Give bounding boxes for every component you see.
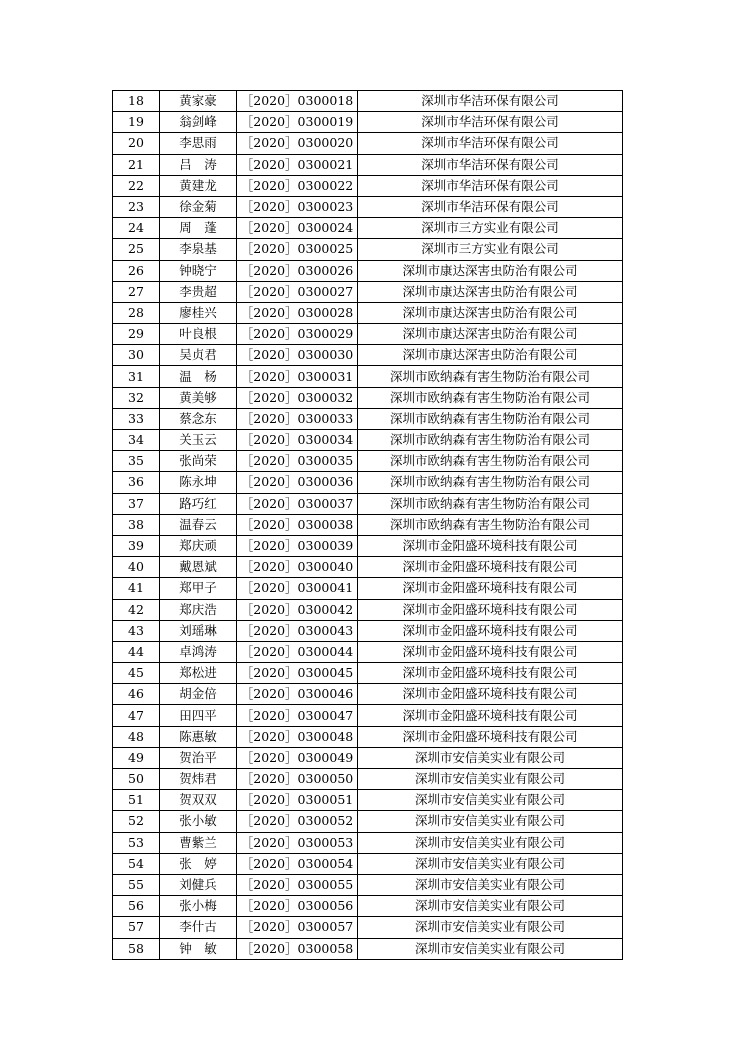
table-row — [113, 408, 623, 429]
company-name: 深圳市金阳盛环境科技有限公司 — [358, 726, 623, 747]
certificate-number: ［2020］0300054 — [237, 853, 358, 874]
table-row — [113, 535, 623, 556]
row-number: 54 — [113, 853, 160, 874]
person-name: 郑庆浩 — [160, 599, 237, 620]
company-name: 深圳市安信美实业有限公司 — [358, 832, 623, 853]
company-name: 深圳市欧纳森有害生物防治有限公司 — [358, 451, 623, 472]
table-row — [113, 302, 623, 323]
row-number: 21 — [113, 154, 160, 175]
company-name: 深圳市金阳盛环境科技有限公司 — [358, 641, 623, 662]
company-name: 深圳市安信美实业有限公司 — [358, 874, 623, 895]
row-number: 56 — [113, 896, 160, 917]
certificate-number: ［2020］0300031 — [237, 366, 358, 387]
person-name: 贺治平 — [160, 747, 237, 768]
company-name: 深圳市华洁环保有限公司 — [358, 175, 623, 196]
certificate-number: ［2020］0300046 — [237, 684, 358, 705]
company-name: 深圳市欧纳森有害生物防治有限公司 — [358, 430, 623, 451]
table-row — [113, 345, 623, 366]
company-name: 深圳市康达深害虫防治有限公司 — [358, 324, 623, 345]
person-name: 黄家豪 — [160, 91, 237, 112]
roster-body — [113, 91, 623, 960]
person-name: 吕 涛 — [160, 154, 237, 175]
row-number: 51 — [113, 790, 160, 811]
row-number: 29 — [113, 324, 160, 345]
certificate-number: ［2020］0300051 — [237, 790, 358, 811]
row-number: 24 — [113, 218, 160, 239]
table-row — [113, 599, 623, 620]
company-name: 深圳市华洁环保有限公司 — [358, 154, 623, 175]
company-name: 深圳市金阳盛环境科技有限公司 — [358, 578, 623, 599]
person-name: 刘健兵 — [160, 874, 237, 895]
table-row — [113, 705, 623, 726]
row-number: 30 — [113, 345, 160, 366]
company-name: 深圳市欧纳森有害生物防治有限公司 — [358, 472, 623, 493]
person-name: 李贵超 — [160, 281, 237, 302]
person-name: 陈永坤 — [160, 472, 237, 493]
company-name: 深圳市安信美实业有限公司 — [358, 896, 623, 917]
company-name: 深圳市金阳盛环境科技有限公司 — [358, 663, 623, 684]
table-row — [113, 154, 623, 175]
company-name: 深圳市金阳盛环境科技有限公司 — [358, 705, 623, 726]
person-name: 张小敏 — [160, 811, 237, 832]
person-name: 黄建龙 — [160, 175, 237, 196]
person-name: 关玉云 — [160, 430, 237, 451]
row-number: 53 — [113, 832, 160, 853]
row-number: 31 — [113, 366, 160, 387]
person-name: 郑松进 — [160, 663, 237, 684]
row-number: 58 — [113, 938, 160, 959]
person-name: 周 蓬 — [160, 218, 237, 239]
certificate-number: ［2020］0300043 — [237, 620, 358, 641]
person-name: 张 婷 — [160, 853, 237, 874]
person-name: 戴恩斌 — [160, 557, 237, 578]
company-name: 深圳市安信美实业有限公司 — [358, 938, 623, 959]
certificate-number: ［2020］0300042 — [237, 599, 358, 620]
certificate-roster-table — [112, 90, 623, 960]
table-row — [113, 557, 623, 578]
row-number: 40 — [113, 557, 160, 578]
row-number: 28 — [113, 302, 160, 323]
certificate-number: ［2020］0300032 — [237, 387, 358, 408]
certificate-number: ［2020］0300030 — [237, 345, 358, 366]
company-name: 深圳市欧纳森有害生物防治有限公司 — [358, 493, 623, 514]
company-name: 深圳市金阳盛环境科技有限公司 — [358, 557, 623, 578]
person-name: 吴贞君 — [160, 345, 237, 366]
row-number: 37 — [113, 493, 160, 514]
row-number: 34 — [113, 430, 160, 451]
row-number: 42 — [113, 599, 160, 620]
table-row — [113, 620, 623, 641]
certificate-number: ［2020］0300035 — [237, 451, 358, 472]
person-name: 陈惠敏 — [160, 726, 237, 747]
row-number: 23 — [113, 196, 160, 217]
table-row — [113, 493, 623, 514]
person-name: 钟晓宁 — [160, 260, 237, 281]
certificate-number: ［2020］0300018 — [237, 91, 358, 112]
table-row — [113, 663, 623, 684]
person-name: 叶良根 — [160, 324, 237, 345]
person-name: 黄美够 — [160, 387, 237, 408]
table-row — [113, 430, 623, 451]
row-number: 47 — [113, 705, 160, 726]
table-row — [113, 324, 623, 345]
row-number: 45 — [113, 663, 160, 684]
certificate-number: ［2020］0300049 — [237, 747, 358, 768]
table-row — [113, 112, 623, 133]
table-row — [113, 811, 623, 832]
row-number: 52 — [113, 811, 160, 832]
certificate-number: ［2020］0300040 — [237, 557, 358, 578]
row-number: 26 — [113, 260, 160, 281]
person-name: 张尚荣 — [160, 451, 237, 472]
company-name: 深圳市康达深害虫防治有限公司 — [358, 260, 623, 281]
row-number: 35 — [113, 451, 160, 472]
person-name: 徐金菊 — [160, 196, 237, 217]
certificate-number: ［2020］0300058 — [237, 938, 358, 959]
company-name: 深圳市三方实业有限公司 — [358, 218, 623, 239]
person-name: 廖桂兴 — [160, 302, 237, 323]
row-number: 39 — [113, 535, 160, 556]
row-number: 36 — [113, 472, 160, 493]
table-row — [113, 726, 623, 747]
certificate-number: ［2020］0300052 — [237, 811, 358, 832]
certificate-number: ［2020］0300024 — [237, 218, 358, 239]
certificate-number: ［2020］0300048 — [237, 726, 358, 747]
company-name: 深圳市华洁环保有限公司 — [358, 112, 623, 133]
row-number: 46 — [113, 684, 160, 705]
company-name: 深圳市安信美实业有限公司 — [358, 811, 623, 832]
person-name: 李思雨 — [160, 133, 237, 154]
certificate-number: ［2020］0300020 — [237, 133, 358, 154]
company-name: 深圳市华洁环保有限公司 — [358, 133, 623, 154]
table-row — [113, 938, 623, 959]
certificate-number: ［2020］0300025 — [237, 239, 358, 260]
person-name: 曹紫兰 — [160, 832, 237, 853]
table-row — [113, 451, 623, 472]
company-name: 深圳市安信美实业有限公司 — [358, 790, 623, 811]
row-number: 22 — [113, 175, 160, 196]
person-name: 李什古 — [160, 917, 237, 938]
company-name: 深圳市康达深害虫防治有限公司 — [358, 281, 623, 302]
person-name: 郑甲子 — [160, 578, 237, 599]
row-number: 32 — [113, 387, 160, 408]
person-name: 胡金倍 — [160, 684, 237, 705]
row-number: 57 — [113, 917, 160, 938]
row-number: 49 — [113, 747, 160, 768]
person-name: 张小梅 — [160, 896, 237, 917]
certificate-number: ［2020］0300039 — [237, 535, 358, 556]
person-name: 李泉基 — [160, 239, 237, 260]
company-name: 深圳市安信美实业有限公司 — [358, 747, 623, 768]
certificate-number: ［2020］0300055 — [237, 874, 358, 895]
person-name: 贺双双 — [160, 790, 237, 811]
person-name: 蔡念东 — [160, 408, 237, 429]
table-row — [113, 684, 623, 705]
certificate-number: ［2020］0300045 — [237, 663, 358, 684]
company-name: 深圳市康达深害虫防治有限公司 — [358, 345, 623, 366]
certificate-number: ［2020］0300041 — [237, 578, 358, 599]
table-row — [113, 578, 623, 599]
person-name: 刘瑶琳 — [160, 620, 237, 641]
table-row — [113, 281, 623, 302]
row-number: 43 — [113, 620, 160, 641]
person-name: 温 杨 — [160, 366, 237, 387]
company-name: 深圳市华洁环保有限公司 — [358, 196, 623, 217]
table-row — [113, 747, 623, 768]
certificate-number: ［2020］0300026 — [237, 260, 358, 281]
company-name: 深圳市华洁环保有限公司 — [358, 91, 623, 112]
company-name: 深圳市欧纳森有害生物防治有限公司 — [358, 366, 623, 387]
row-number: 41 — [113, 578, 160, 599]
certificate-number: ［2020］0300027 — [237, 281, 358, 302]
certificate-number: ［2020］0300023 — [237, 196, 358, 217]
certificate-number: ［2020］0300021 — [237, 154, 358, 175]
table-row — [113, 472, 623, 493]
certificate-number: ［2020］0300033 — [237, 408, 358, 429]
row-number: 55 — [113, 874, 160, 895]
table-row — [113, 366, 623, 387]
row-number: 50 — [113, 769, 160, 790]
person-name: 田四平 — [160, 705, 237, 726]
table-row — [113, 874, 623, 895]
row-number: 33 — [113, 408, 160, 429]
certificate-number: ［2020］0300019 — [237, 112, 358, 133]
table-row — [113, 133, 623, 154]
table-row — [113, 196, 623, 217]
row-number: 20 — [113, 133, 160, 154]
table-row — [113, 769, 623, 790]
table-row — [113, 917, 623, 938]
company-name: 深圳市三方实业有限公司 — [358, 239, 623, 260]
company-name: 深圳市欧纳森有害生物防治有限公司 — [358, 514, 623, 535]
company-name: 深圳市金阳盛环境科技有限公司 — [358, 684, 623, 705]
table-row — [113, 260, 623, 281]
row-number: 25 — [113, 239, 160, 260]
certificate-number: ［2020］0300053 — [237, 832, 358, 853]
certificate-number: ［2020］0300022 — [237, 175, 358, 196]
person-name: 钟 敏 — [160, 938, 237, 959]
table-row — [113, 896, 623, 917]
person-name: 卓鸿涛 — [160, 641, 237, 662]
certificate-number: ［2020］0300037 — [237, 493, 358, 514]
table-row — [113, 175, 623, 196]
table-row — [113, 387, 623, 408]
row-number: 44 — [113, 641, 160, 662]
certificate-number: ［2020］0300028 — [237, 302, 358, 323]
table-row — [113, 832, 623, 853]
certificate-number: ［2020］0300056 — [237, 896, 358, 917]
row-number: 18 — [113, 91, 160, 112]
row-number: 38 — [113, 514, 160, 535]
table-row — [113, 641, 623, 662]
certificate-number: ［2020］0300047 — [237, 705, 358, 726]
company-name: 深圳市欧纳森有害生物防治有限公司 — [358, 408, 623, 429]
row-number: 48 — [113, 726, 160, 747]
person-name: 温春云 — [160, 514, 237, 535]
table-row — [113, 239, 623, 260]
table-row — [113, 91, 623, 112]
row-number: 27 — [113, 281, 160, 302]
row-number: 19 — [113, 112, 160, 133]
person-name: 贺炜君 — [160, 769, 237, 790]
person-name: 翁剑峰 — [160, 112, 237, 133]
person-name: 路巧红 — [160, 493, 237, 514]
company-name: 深圳市金阳盛环境科技有限公司 — [358, 599, 623, 620]
person-name: 郑庆顽 — [160, 535, 237, 556]
certificate-number: ［2020］0300057 — [237, 917, 358, 938]
certificate-number: ［2020］0300029 — [237, 324, 358, 345]
certificate-number: ［2020］0300044 — [237, 641, 358, 662]
certificate-number: ［2020］0300036 — [237, 472, 358, 493]
table-row — [113, 514, 623, 535]
company-name: 深圳市安信美实业有限公司 — [358, 853, 623, 874]
company-name: 深圳市金阳盛环境科技有限公司 — [358, 620, 623, 641]
company-name: 深圳市金阳盛环境科技有限公司 — [358, 535, 623, 556]
table-row — [113, 218, 623, 239]
company-name: 深圳市欧纳森有害生物防治有限公司 — [358, 387, 623, 408]
table-row — [113, 853, 623, 874]
company-name: 深圳市安信美实业有限公司 — [358, 917, 623, 938]
table-row — [113, 790, 623, 811]
certificate-number: ［2020］0300038 — [237, 514, 358, 535]
certificate-number: ［2020］0300050 — [237, 769, 358, 790]
certificate-number: ［2020］0300034 — [237, 430, 358, 451]
company-name: 深圳市康达深害虫防治有限公司 — [358, 302, 623, 323]
company-name: 深圳市安信美实业有限公司 — [358, 769, 623, 790]
